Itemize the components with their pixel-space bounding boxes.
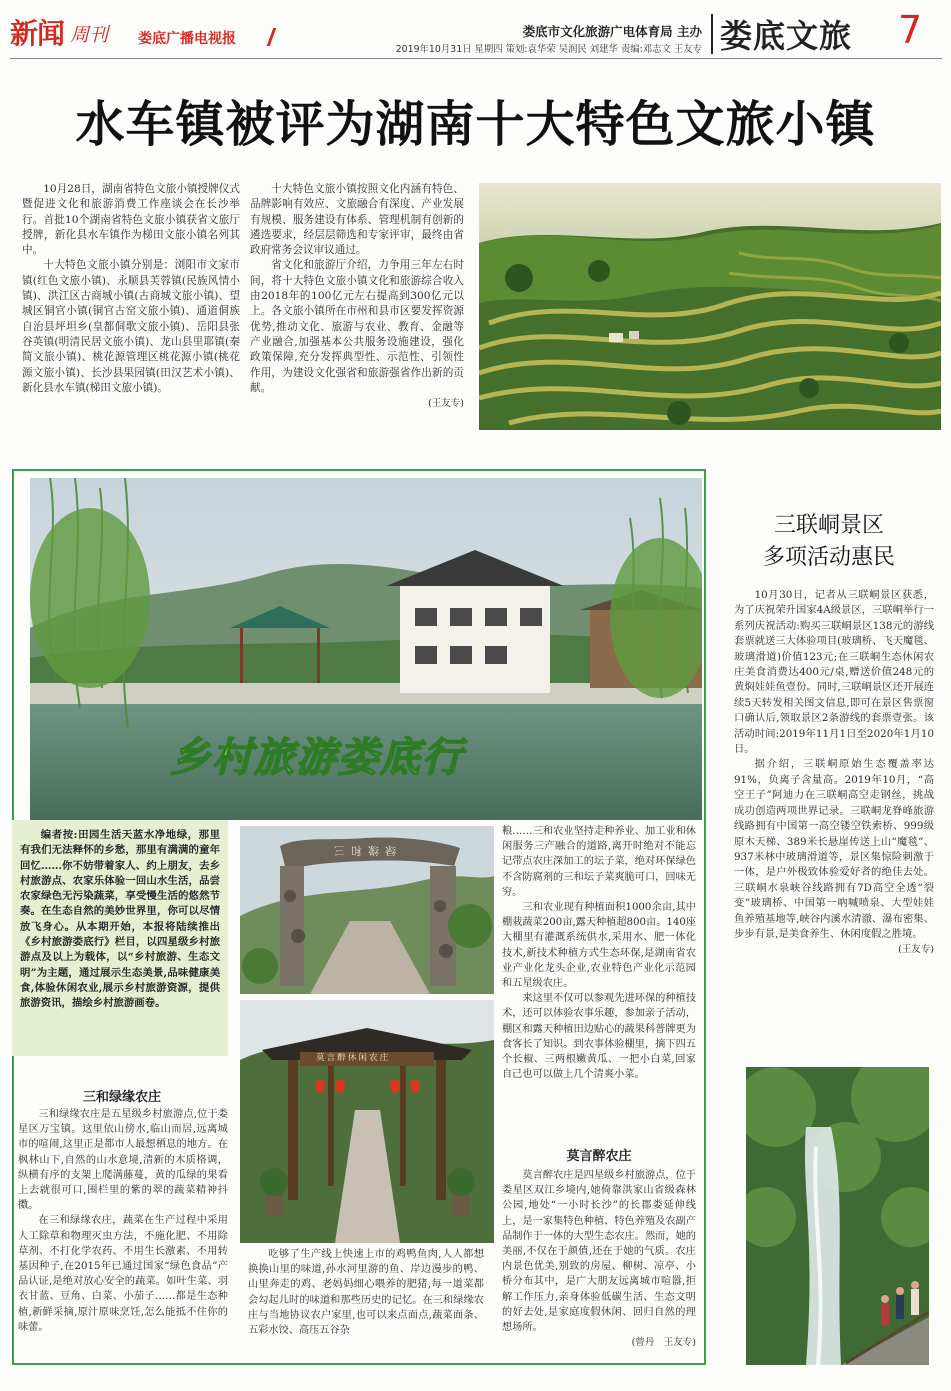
lead-col1-para: 十大特色文旅小镇分别是：浏阳市文家市镇(红色文旅小镇)、永顺县芙蓉镇(民族风情小镇)、洪江区古商城小镇(古商城文旅小镇)、望城区铜官小镇(铜官古窑文旅小镇)、通道侗族自治县坪坦乡(皇都侗歌文旅小镇)、岳阳县张谷英镇(明清民居文旅小镇)、龙山县里耶镇(秦简文旅小镇)、桃花源管理区桃花源小镇(桃花源文旅小镇)、长沙县果园镇(田汉艺术小镇)、新化县水车镇(梯田文旅小镇)。	[22, 259, 240, 394]
farm-gate-illustration	[240, 1000, 494, 1243]
lead-byline: (王友专)	[428, 398, 464, 410]
section-name: 娄底文旅	[720, 17, 853, 55]
masthead-rule	[10, 58, 942, 59]
section-b-para: 莫言醉农庄是四星级乡村旅游点，位于娄星区双江乡境内,她倚靠洪家山省级森林公园,地处“一小时长沙”的长郡娄延伸线上，是一家集特色种植、特色养殖及农副产品制作于一体的大型生态农庄。然而，她的美丽,不仅在于颜值,还在于她的气质。农庄内景色优美,别致的房屋、柳树、凉亭、小桥分布其中，是广大朋友远离城市喧嚣,拒解工作压力,亲身体验低碳生活、生态文明的好去处,是家庭度假休闲、回归自然的理想场所。	[502, 1170, 696, 1334]
section-a-text	[18, 1107, 228, 1335]
feature-col-mid	[248, 1247, 484, 1338]
section-a-para: 三和绿缘农庄是五星级乡村旅游点,位于娄星区万宝镇。这里依山傍水,临山而居,远离城市的喧闹,这里正是都市人最想栖息的地方。在枫林山下,自然的山水意境,清新的木质格调，纵横有序的支架上爬满藤蔓，黄的瓜绿的果看上去就很可口,围栏里的紫的翠的蔬菜精神抖擞。	[18, 1109, 228, 1212]
gate-sign-2: 莫言醉休闲农庄	[316, 1053, 391, 1063]
feature-right-para: 来这里不仅可以参观先进环保的种植技术，还可以体验农事乐趣，参加亲子活动，棚区和露天种植田边贴心的蔬果科普牌更为食客长了知识。到农事体验棚里，摘下四五个长椒、三两根嫩黄瓜、一把小白菜,回家自己也可以做上几个清爽小菜。	[502, 993, 696, 1081]
terrace-illustration	[479, 183, 941, 430]
farm-gate-photo	[240, 1000, 494, 1243]
feature-mid-para: 吃够了生产线上快速上市的鸡鸭鱼肉,人人都想换换山里的味道,孙水河里游的鱼、岸边漫步的鸭、山里奔走的鸡、老妈妈细心喂养的肥猪,每一道菜都会勾起儿时的味道和那些历史的记忆。在三和绿缘农庄与当地协议农户家里,也可以来点面点,蔬菜面条、五彩水饺、高压五谷杂	[248, 1249, 484, 1337]
gorge-photo	[746, 1067, 929, 1365]
lead-col2-para: 十大特色文旅小镇按照文化内涵有特色、品牌影响有效应、文旅融合有深度、产业发展有规模、服务建设有体系、管理机制有创新的遴选要求，经层层筛选和专家评审，最终由省政府常务会议审议通过。	[250, 183, 464, 257]
masthead-organizer: 娄底市文化旅游广电体育局 主办	[522, 24, 702, 39]
feature-col-right	[502, 824, 696, 1082]
lead-col-1	[22, 182, 240, 396]
editor-note-text: 田园生活天蓝水净地绿，那里有我们无法释怀的乡愁，那里有满满的童年回忆……你不妨带着家人、约上朋友，去乡村旅游点、农家乐体验一回山水生活，品尝农家绿色无污染蔬菜，享受慢生活的悠然节奏。在生态自然的美妙世界里，你可以尽情放飞身心。从本期开始，本报将陆续推出《乡村旅游娄底行》栏目，以四星级乡村旅游点及以上为载体，以“乡村旅游、生态文明”为主题，通过展示生态美景,品味健康美食,体验休闲农业,展示乡村旅游资源，提供旅游资讯，描绘乡村旅游画卷。	[20, 829, 220, 1010]
masthead-dateline: 2019年10月31日 星期四 策划:袁华荣 吴润民 刘建华 责编:邓志文 王友专	[395, 44, 702, 55]
sidebar-para: 据介绍，三联峒原始生态覆盖率达91%，负离子含量高。2019年10月，“高空王子”阿迪力在三联峒高空走钢丝，挑战成功创造两项世界记录。三联峒龙脊峰旅游线路拥有中国第一高空镂空铁索桥、999级原木天梯、389米长悬崖传送上山“魔毯”、937米林中玻璃滑道等，景区集惊险刺激于一体，是户外极致体验爱好者的绝佳去处。三联峒水泉峡谷线路拥有7D高空全透“裂变”玻璃桥、中国第一吶喊喷泉、大型娃娃鱼养殖基地等,峡谷内溪水清澈、瀑布密集、步步有景,是美食养生、休闲度假之胜境。	[734, 758, 934, 940]
sidebar-text	[734, 588, 934, 958]
feature-right-para: 三和农业现有种植面积1000余亩,其中棚栽蔬菜200亩,露天种植超800亩。140座大棚里有灌溉系统供水,采用水、肥一体化技术,新技术种植方式生态环保,是湖南省农业产业化龙头企业,农业特色产业化示范园和五星级农庄。	[502, 902, 697, 990]
village-photo	[30, 478, 702, 820]
lead-col2-para: 省文化和旅游厅介绍，力争用三年左右时间，将十大特色文旅小镇文化和旅游综合收入由2018年的100亿元左右提高到300亿元以上。各文旅小镇所在市州和县市区要发挥资源优势,推动文化、旅游与农业、教育、金融等产业融合,加强基本公共服务设施建设，强化政策保障,充分发挥典型性、示范性、引领性作用，为建设文化强省和旅游强省作出新的贡献。	[250, 259, 464, 394]
section-a-para: 在三和绿缘农庄，蔬菜在生产过程中采用人工除草和物理灭虫方法，不施化肥、不用除草剂、不打化学农药、不用生长激素、不用转基因种子,在2015年已通过国家“绿色食品”产品认证,是绝对放心安全的蔬菜。如叶生菜、羽衣甘蓝、豆角、白菜、小茄子……都是生态种植,新鲜采摘,原汁原味烹饪,怎么能抵不住你的味蕾。	[18, 1215, 228, 1333]
lead-col1-para: 10月28日，湖南省特色文旅小镇授牌仪式暨促进文化和旅游消费工作座谈会在长沙举行。首批10个湖南省特色文旅小镇获省文旅厅授牌，新化县水车镇作为梯田文旅小镇名列其中。	[22, 183, 240, 257]
section-b-title: 莫言醉农庄	[566, 1149, 632, 1164]
feature-right-para: 粮……三和农业坚持走种养业、加工业和休闲服务三产融合的道路,离开时绝对不能忘记带点农庄深加工的坛子菜，绝对环保绿色不含防腐剂的三和坛子菜爽脆可口，回味无穷。	[502, 826, 696, 898]
sidebar-byline: (王友专)	[898, 944, 934, 956]
lead-col-2	[250, 182, 464, 411]
section-a-title: 三和绿缘农庄	[82, 1090, 161, 1105]
masthead-divider	[711, 14, 713, 54]
sidebar-headline-1: 三联峒景区	[773, 513, 884, 538]
feature-byline: (曾丹 王友专)	[631, 1337, 696, 1349]
sidebar-para: 10月30日，记者从三联峒景区获悉，为了庆祝荣升国家4A级景区，三联峒举行一系列庆祝活动:购买三联峒景区138元的游线套票就送三大体验项目(玻璃桥、飞天魔毯、玻璃滑道)价值123元;在三联峒生态休闲农庄美食消费达400元/桌,赠送价值248元的黄焖娃娃鱼壹份。同时,三联峒景区还开展连续5天转发相关图文信息,即可在景区售票窗口确认后,领取景区2条游线的套票壹张。该活动时间:2019年11月1日至2020年1月10日。	[734, 589, 934, 756]
lead-headline: 水车镇被评为湖南十大特色文旅小镇	[75, 96, 876, 153]
gate-sign-1: 绿缘和三	[328, 844, 396, 857]
masthead-paper-name: 娄底广播电视报	[138, 31, 236, 47]
editor-note	[12, 820, 228, 1056]
sidebar-headline-2: 多项活动惠民	[762, 545, 895, 570]
terrace-photo	[479, 183, 941, 430]
section-b-text	[502, 1168, 696, 1350]
editor-note-label: 编者按:	[40, 829, 78, 841]
gorge-illustration	[746, 1067, 929, 1365]
feature-banner-title: 乡村旅游娄底行	[170, 735, 464, 781]
masthead	[0, 0, 951, 62]
masthead-slash-icon	[267, 28, 277, 46]
masthead-brand: 新闻	[10, 17, 65, 50]
page-number: 7	[898, 8, 923, 52]
stone-gate-photo	[240, 826, 494, 994]
masthead-brand-suffix: 周刊	[70, 24, 109, 46]
